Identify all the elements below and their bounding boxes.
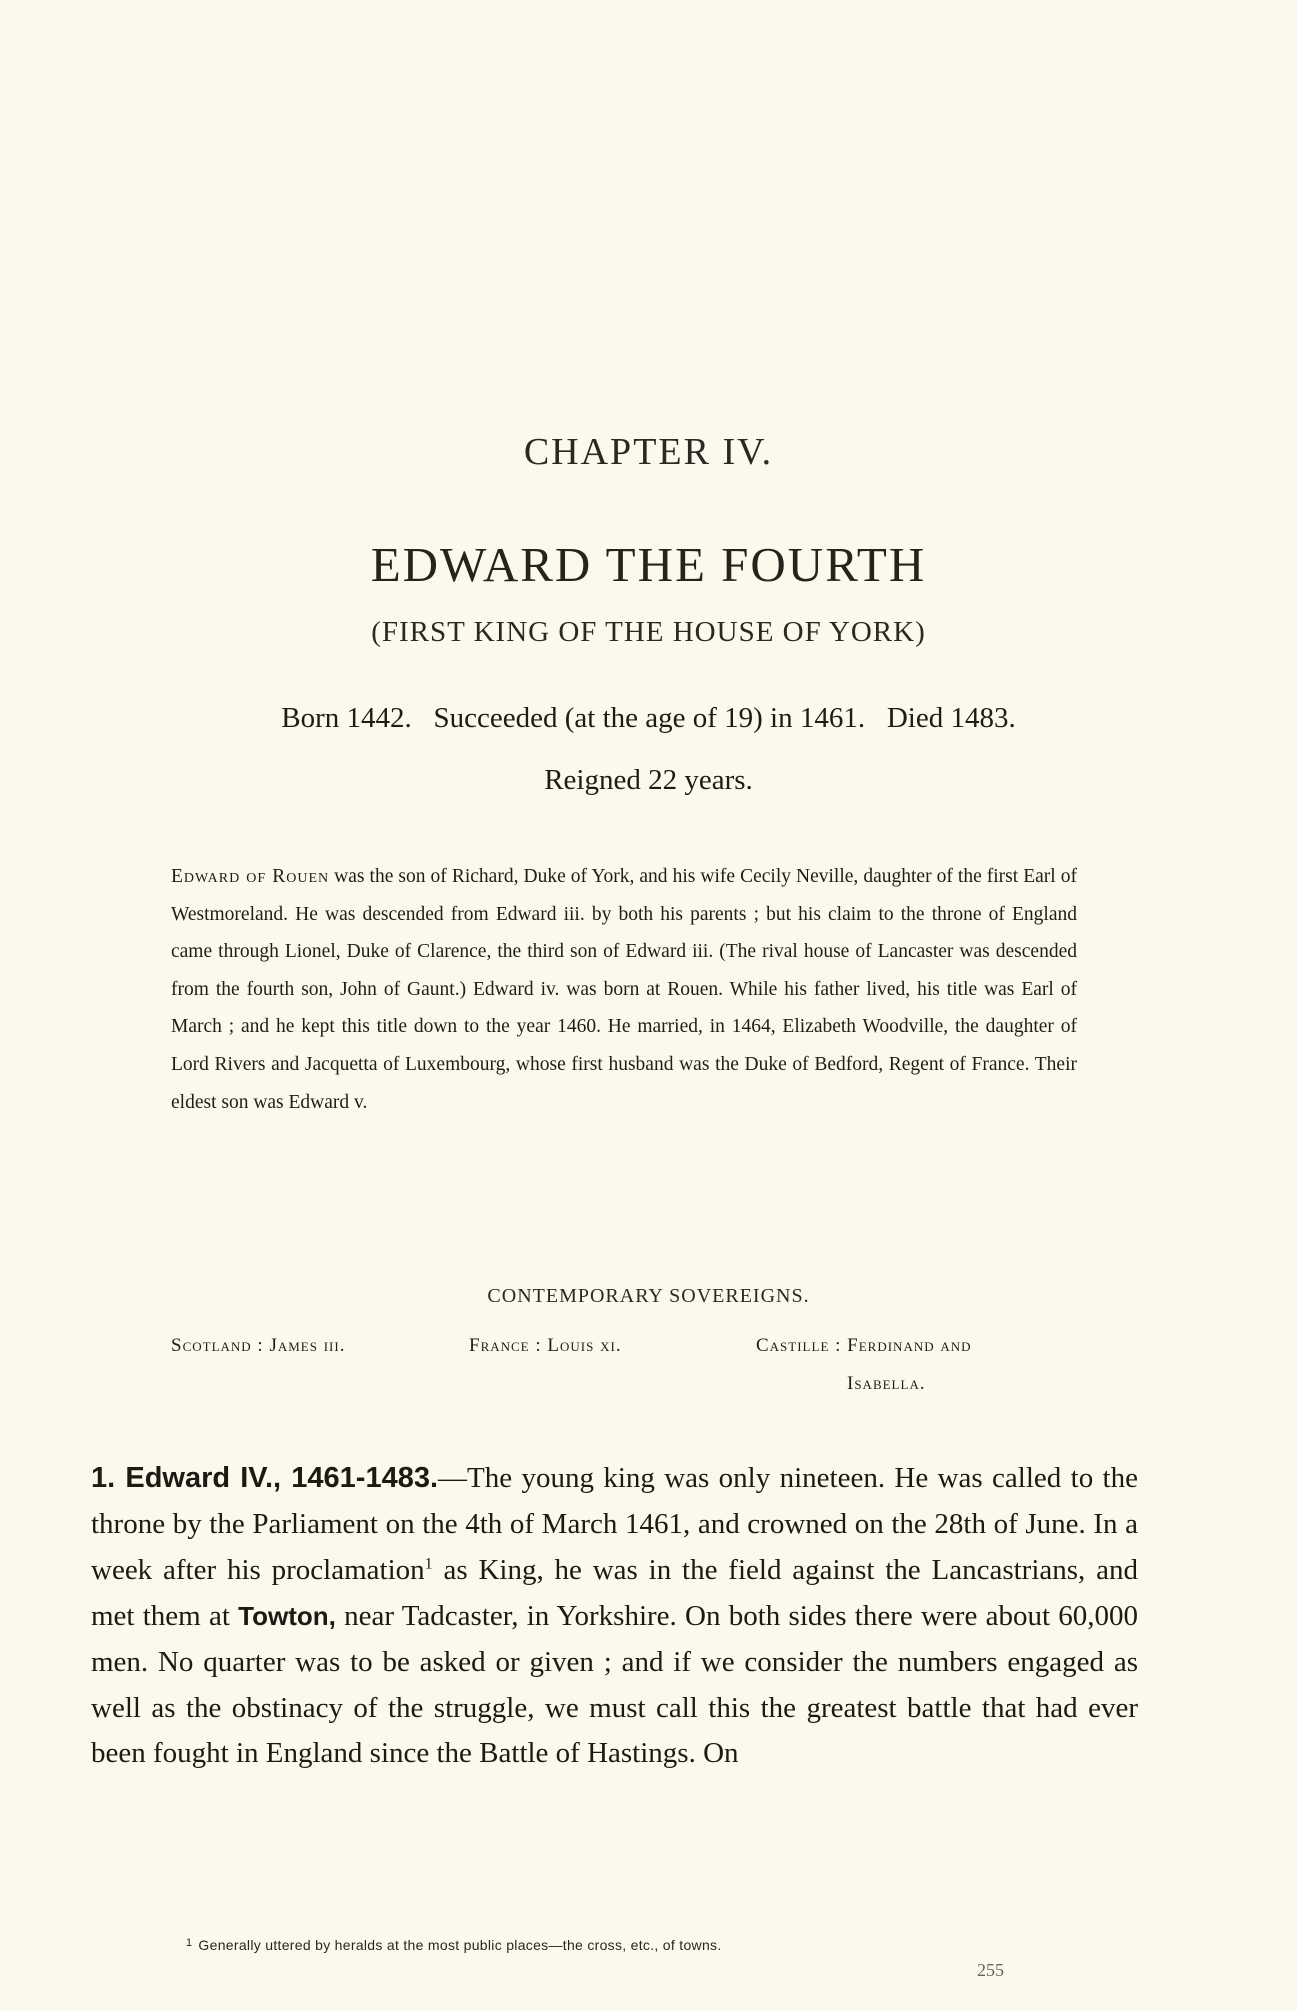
section-lead: 1. Edward IV., 1461-1483. (91, 1462, 439, 1494)
footnote-text: Generally uttered by heralds at the most public places—the cross, etc., of towns. (198, 1937, 722, 1953)
footnote (186, 1937, 1086, 1953)
reign-dates (0, 702, 1297, 735)
page-number: 255 (977, 1960, 1004, 1980)
footnote-mark: 1 (186, 1937, 193, 1949)
sovereign-castille: Castille : Ferdinand and (756, 1335, 972, 1356)
body-part-3: near Tadcaster, in Yorkshire. On both sides there were about 60,000 men. No quarter was to be asked or given ; and if we consider the numbers engaged as well as the obstinacy of the struggle, we must call this the greatest battle that had ever been fought in England since the Battle of Hastings. On (91, 1599, 1139, 1770)
chapter-title: EDWARD THE FOURTH (370, 537, 927, 592)
intro-paragraph (171, 858, 1077, 1121)
footnote-reference: 1 (424, 1555, 433, 1573)
sovereign-scotland: Scotland : James iii. (171, 1335, 346, 1356)
body-part-2: as King, he was in the field against the Lancastrians, and met them at (91, 1553, 1138, 1632)
intro-lead: Edward of Rouen (171, 866, 330, 887)
chapter-heading: CHAPTER IV. (523, 431, 774, 473)
reign-dates-text: Born 1442. Succeeded (at the age of 19) in 1461. Died 1483. (281, 702, 1016, 734)
section-1-body (91, 1456, 1138, 1777)
intro-text: was the son of Richard, Duke of York, and his wife Cecily Neville, daughter of the first Earl of Westmoreland. He was descended from Edward iii. by both his parents ; but his claim to the throne of England came through Lionel, Duke of Clarence, the third son of Edward iii. (The rival house of Lancaster was descended from the fourth son, John of Gaunt.) Edward iv. was born at Rouen. While his father lived, his title was Earl of March ; and he kept this title down to the year 1460. He married, in 1464, Elizabeth Woodville, the daughter of Lord Rivers and Jacquetta of Luxembourg, whose first husband was the Duke of Bedford, Regent of France. Their eldest son was Edward v. (171, 866, 1077, 1113)
chapter-subtitle: (FIRST KING OF THE HOUSE OF YORK) (371, 616, 926, 648)
contemporary-sovereigns-heading: CONTEMPORARY SOVEREIGNS. (487, 1285, 810, 1307)
place-towton: Towton, (238, 1600, 336, 1631)
sovereign-castille-continued: Isabella. (847, 1373, 926, 1394)
sovereign-france: France : Louis xi. (469, 1335, 622, 1356)
body-part-1: —The young king was only nineteen. He was called to the throne by the Parliament on the 4th of March 1461, and crowned on the 28th of June. In a week after his proclamation (91, 1462, 1138, 1586)
reign-length: Reigned 22 years. (544, 764, 753, 796)
